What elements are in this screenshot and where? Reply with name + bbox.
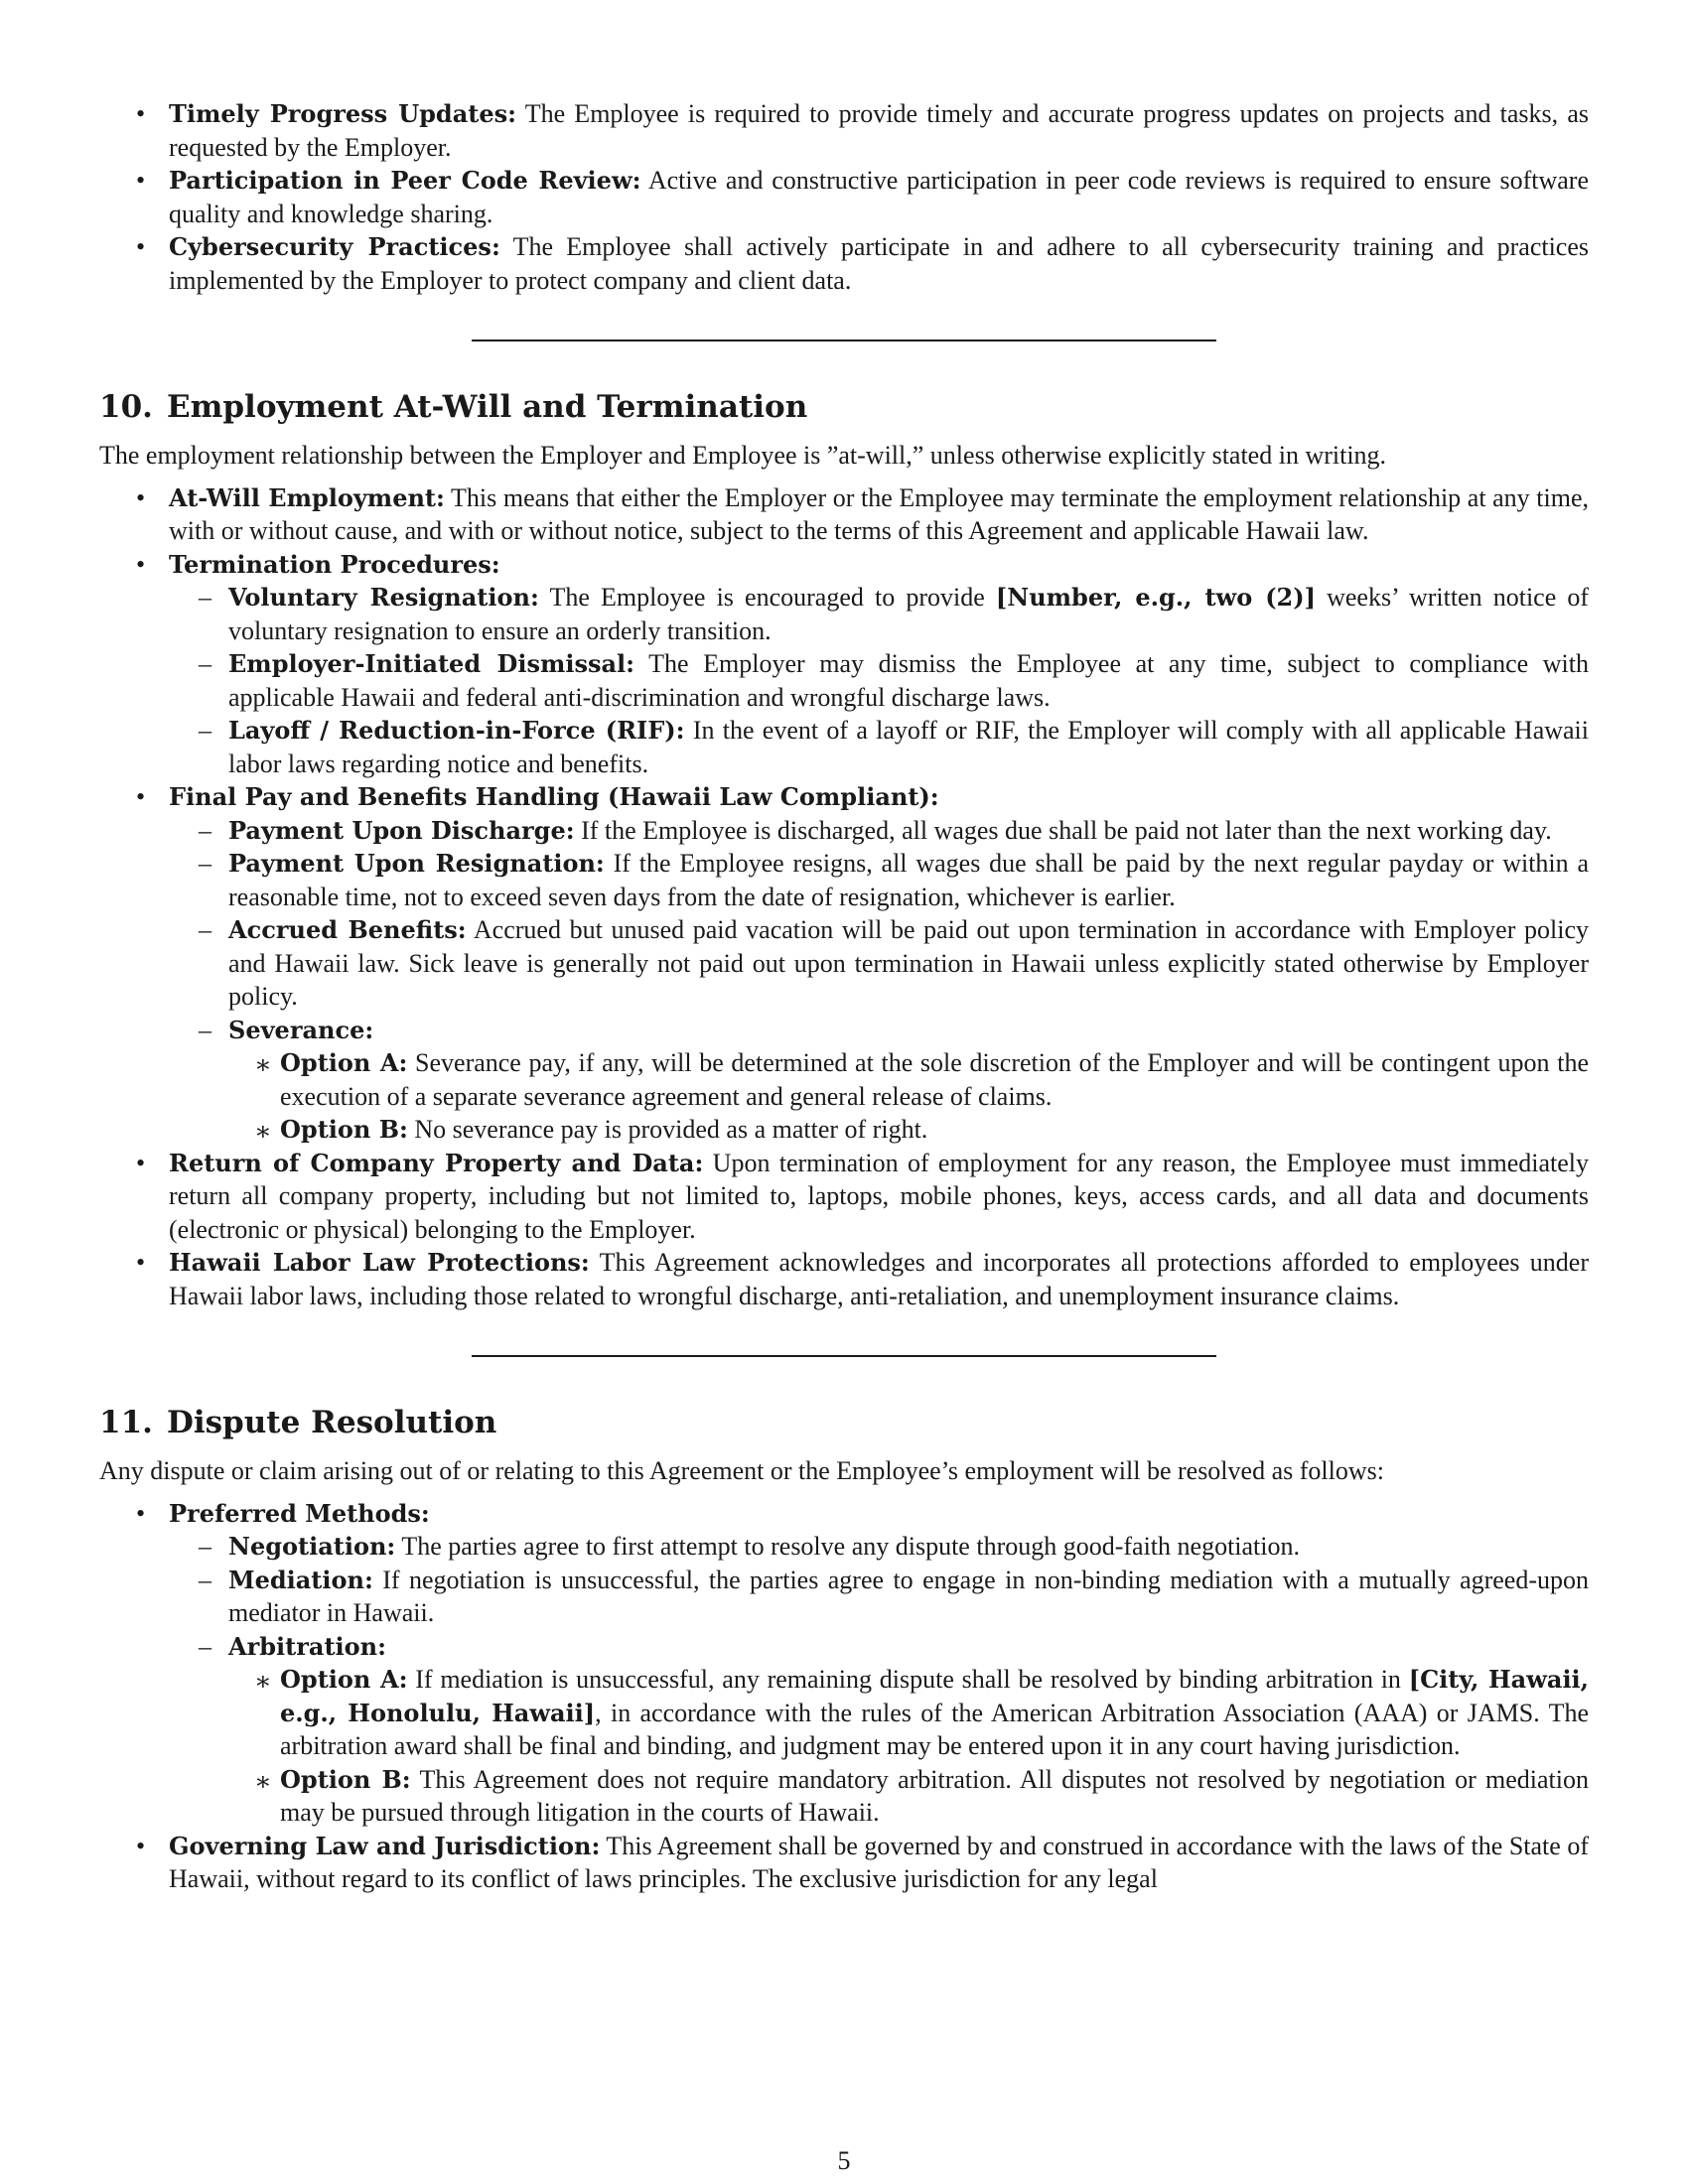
section-number: 11.	[99, 1405, 153, 1440]
item-title: Hawaii Labor Law Protections:	[169, 1248, 590, 1277]
dash-marker: –	[199, 1631, 211, 1661]
item-title: Negotiation:	[228, 1532, 396, 1561]
sub-sub-list	[228, 1046, 1589, 1147]
item-title: At-Will Employment:	[169, 482, 445, 512]
item-text: If the Employee is discharged, all wages due shall be paid not later than the next working day.	[581, 815, 1552, 845]
star-marker: ∗	[254, 1050, 272, 1079]
item-text: The Employee shall actively participate in and adhere to all cybersecurity training and practices implemented by the Employer to protect company and client data.	[169, 232, 1590, 295]
option-item	[228, 1763, 1589, 1830]
bullet-marker: •	[136, 549, 146, 579]
section-list	[99, 1497, 1589, 1896]
list-item	[99, 1147, 1589, 1247]
page-content	[99, 97, 1589, 1896]
item-title: Return of Company Property and Data:	[169, 1148, 704, 1177]
dash-marker: –	[199, 1565, 211, 1594]
item-title: Severance:	[228, 1015, 374, 1044]
item-title: Cybersecurity Practices:	[169, 232, 500, 261]
section-list	[99, 481, 1589, 1313]
item-title: Option A:	[280, 1048, 408, 1077]
sub-item	[169, 647, 1589, 714]
bullet-marker: •	[136, 782, 146, 811]
dash-marker: –	[199, 849, 211, 878]
section-divider	[472, 1355, 1216, 1357]
item-title: Accrued Benefits:	[228, 915, 467, 944]
item-title: Option B:	[280, 1115, 408, 1144]
option-item	[228, 1663, 1589, 1763]
star-marker: ∗	[254, 1766, 272, 1796]
item-title: Termination Procedures:	[169, 549, 500, 579]
item-text: This Agreement shall be governed by and construed in accordance with the laws of the State of Hawaii, without regard to its conflict of laws principles. The exclusive jurisdiction for any legal	[169, 1831, 1589, 1893]
dash-marker: –	[199, 716, 211, 745]
bullet-marker: •	[136, 166, 146, 195]
list-item	[99, 1497, 1589, 1830]
item-text: This Agreement acknowledges and incorporates all protections afforded to employees under Hawaii labor laws, including those related to wrongful discharge, anti-retaliation, and unemployment insurance claims.	[169, 1248, 1589, 1310]
bullet-marker: •	[136, 482, 146, 512]
list-item	[99, 164, 1589, 230]
item-title: Preferred Methods:	[169, 1498, 430, 1528]
item-text: The parties agree to first attempt to resolve any dispute through good-faith negotiation.	[401, 1532, 1301, 1561]
sub-item	[169, 581, 1589, 647]
section-heading	[99, 387, 1589, 427]
list-item	[99, 1830, 1589, 1896]
item-text: Severance pay, if any, will be determined at the sole discretion of the Employer and will be contingent upon the execution of a separate severance agreement and general release of claims.	[280, 1048, 1589, 1111]
placeholder-text: [City, Hawaii, e.g., Honolulu, Hawaii]	[280, 1665, 1590, 1727]
section-number: 10.	[99, 389, 153, 425]
item-text: This means that either the Employer or the Employee may terminate the employment relationship at any time, with or without cause, and with or without notice, subject to the terms of this Agreement and applicable Hawaii law.	[169, 482, 1589, 545]
star-marker: ∗	[254, 1117, 272, 1146]
section-heading	[99, 1403, 1589, 1442]
item-text: Accrued but unused paid vacation will be paid out upon termination in accordance with Employer policy and Hawaii law. Sick leave is generally not paid out upon termination in Hawaii unless explicitly stated otherwise by Employer policy.	[228, 915, 1589, 1011]
item-title: Payment Upon Resignation:	[228, 849, 605, 878]
item-text: weeks’ written notice of voluntary resignation to ensure an orderly transition.	[228, 583, 1590, 645]
star-marker: ∗	[254, 1667, 272, 1696]
bullet-marker: •	[136, 232, 146, 261]
item-text: If mediation is unsuccessful, any remaining dispute shall be resolved by binding arbitration in	[415, 1665, 1401, 1694]
item-title: Mediation:	[228, 1565, 373, 1594]
obligations-list	[99, 97, 1589, 297]
sub-item	[169, 847, 1589, 913]
bullet-marker: •	[136, 1148, 146, 1177]
item-text: No severance pay is provided as a matter of right.	[414, 1115, 928, 1144]
section-title: Dispute Resolution	[166, 1405, 497, 1440]
item-text: , in accordance with the rules of the American Arbitration Association (AAA) or JAMS. The arbitration award shall be final and binding, and judgment may be entered upon it in any court having jurisdiction.	[280, 1698, 1589, 1760]
sub-sub-list	[228, 1663, 1589, 1830]
item-title: Layoff / Reduction-in-Force (RIF):	[228, 716, 685, 745]
list-item	[99, 97, 1589, 164]
placeholder-text: [Number, e.g., two (2)]	[995, 583, 1316, 612]
sub-list	[169, 581, 1589, 780]
item-text: Upon termination of employment for any reason, the Employee must immediately return all company property, including but not limited to, laptops, mobile phones, keys, access cards, and all data and documents (electronic or physical) belonging to the Employer.	[169, 1148, 1590, 1244]
dash-marker: –	[199, 583, 211, 612]
item-text: In the event of a layoff or RIF, the Employer will comply with all applicable Hawaii labor laws regarding notice and benefits.	[228, 716, 1589, 778]
list-item	[99, 481, 1589, 548]
option-item	[228, 1046, 1589, 1113]
item-title: Final Pay and Benefits Handling (Hawaii Law Compliant):	[169, 782, 939, 811]
dash-marker: –	[199, 815, 211, 845]
sub-item	[169, 714, 1589, 780]
dash-marker: –	[199, 649, 211, 678]
section-intro: Any dispute or claim arising out of or relating to this Agreement or the Employee’s employment will be resolved as follows:	[99, 1456, 1384, 1485]
sub-item	[169, 814, 1589, 848]
item-title: Employer-Initiated Dismissal:	[228, 649, 635, 678]
section-intro: The employment relationship between the Employer and Employee is ”at-will,” unless otherwise explicitly stated in writing.	[99, 441, 1387, 470]
item-text: Active and constructive participation in peer code reviews is required to ensure software quality and knowledge sharing.	[169, 166, 1589, 228]
item-text: The Employer may dismiss the Employee at any time, subject to compliance with applicable Hawaii and federal anti-discrimination and wrongful discharge laws.	[228, 649, 1589, 712]
item-text: The Employee is required to provide timely and accurate progress updates on projects and tasks, as requested by the Employer.	[169, 99, 1590, 162]
dash-marker: –	[199, 915, 211, 944]
sub-list	[169, 1530, 1589, 1830]
sub-item	[169, 1564, 1589, 1630]
list-item	[99, 1246, 1589, 1312]
bullet-marker: •	[136, 1248, 146, 1277]
item-title: Option B:	[280, 1764, 411, 1794]
dash-marker: –	[199, 1015, 211, 1044]
list-item	[99, 548, 1589, 781]
bullet-marker: •	[136, 99, 146, 128]
sub-list	[169, 814, 1589, 1147]
item-text: If the Employee resigns, all wages due shall be paid by the next regular payday or within a reasonable time, not to exceed seven days from the date of resignation, whichever is earlier.	[228, 849, 1589, 911]
bullet-marker: •	[136, 1831, 146, 1860]
dash-marker: –	[199, 1532, 211, 1561]
option-item	[228, 1113, 1589, 1147]
bullet-marker: •	[136, 1498, 146, 1528]
item-title: Option A:	[280, 1665, 408, 1694]
item-title: Voluntary Resignation:	[228, 583, 539, 612]
page-number: 5	[837, 2146, 851, 2175]
section-title: Employment At-Will and Termination	[166, 389, 808, 425]
item-text: If negotiation is unsuccessful, the parties agree to engage in non-binding mediation with a mutually agreed-upon mediator in Hawaii.	[228, 1565, 1590, 1627]
list-item	[99, 780, 1589, 1147]
item-text: The Employee is encouraged to provide	[549, 583, 985, 612]
item-title: Payment Upon Discharge:	[228, 815, 575, 845]
item-title: Timely Progress Updates:	[169, 99, 516, 128]
sub-item	[169, 1014, 1589, 1147]
sub-item	[169, 1530, 1589, 1564]
item-title: Governing Law and Jurisdiction:	[169, 1831, 601, 1860]
item-title: Participation in Peer Code Review:	[169, 166, 641, 195]
item-text: This Agreement does not require mandatory arbitration. All disputes not resolved by negotiation or mediation may be pursued through litigation in the courts of Hawaii.	[280, 1764, 1589, 1827]
sub-item	[169, 913, 1589, 1014]
list-item	[99, 230, 1589, 297]
item-title: Arbitration:	[228, 1631, 386, 1661]
sub-item	[169, 1630, 1589, 1830]
section-divider	[472, 340, 1216, 341]
